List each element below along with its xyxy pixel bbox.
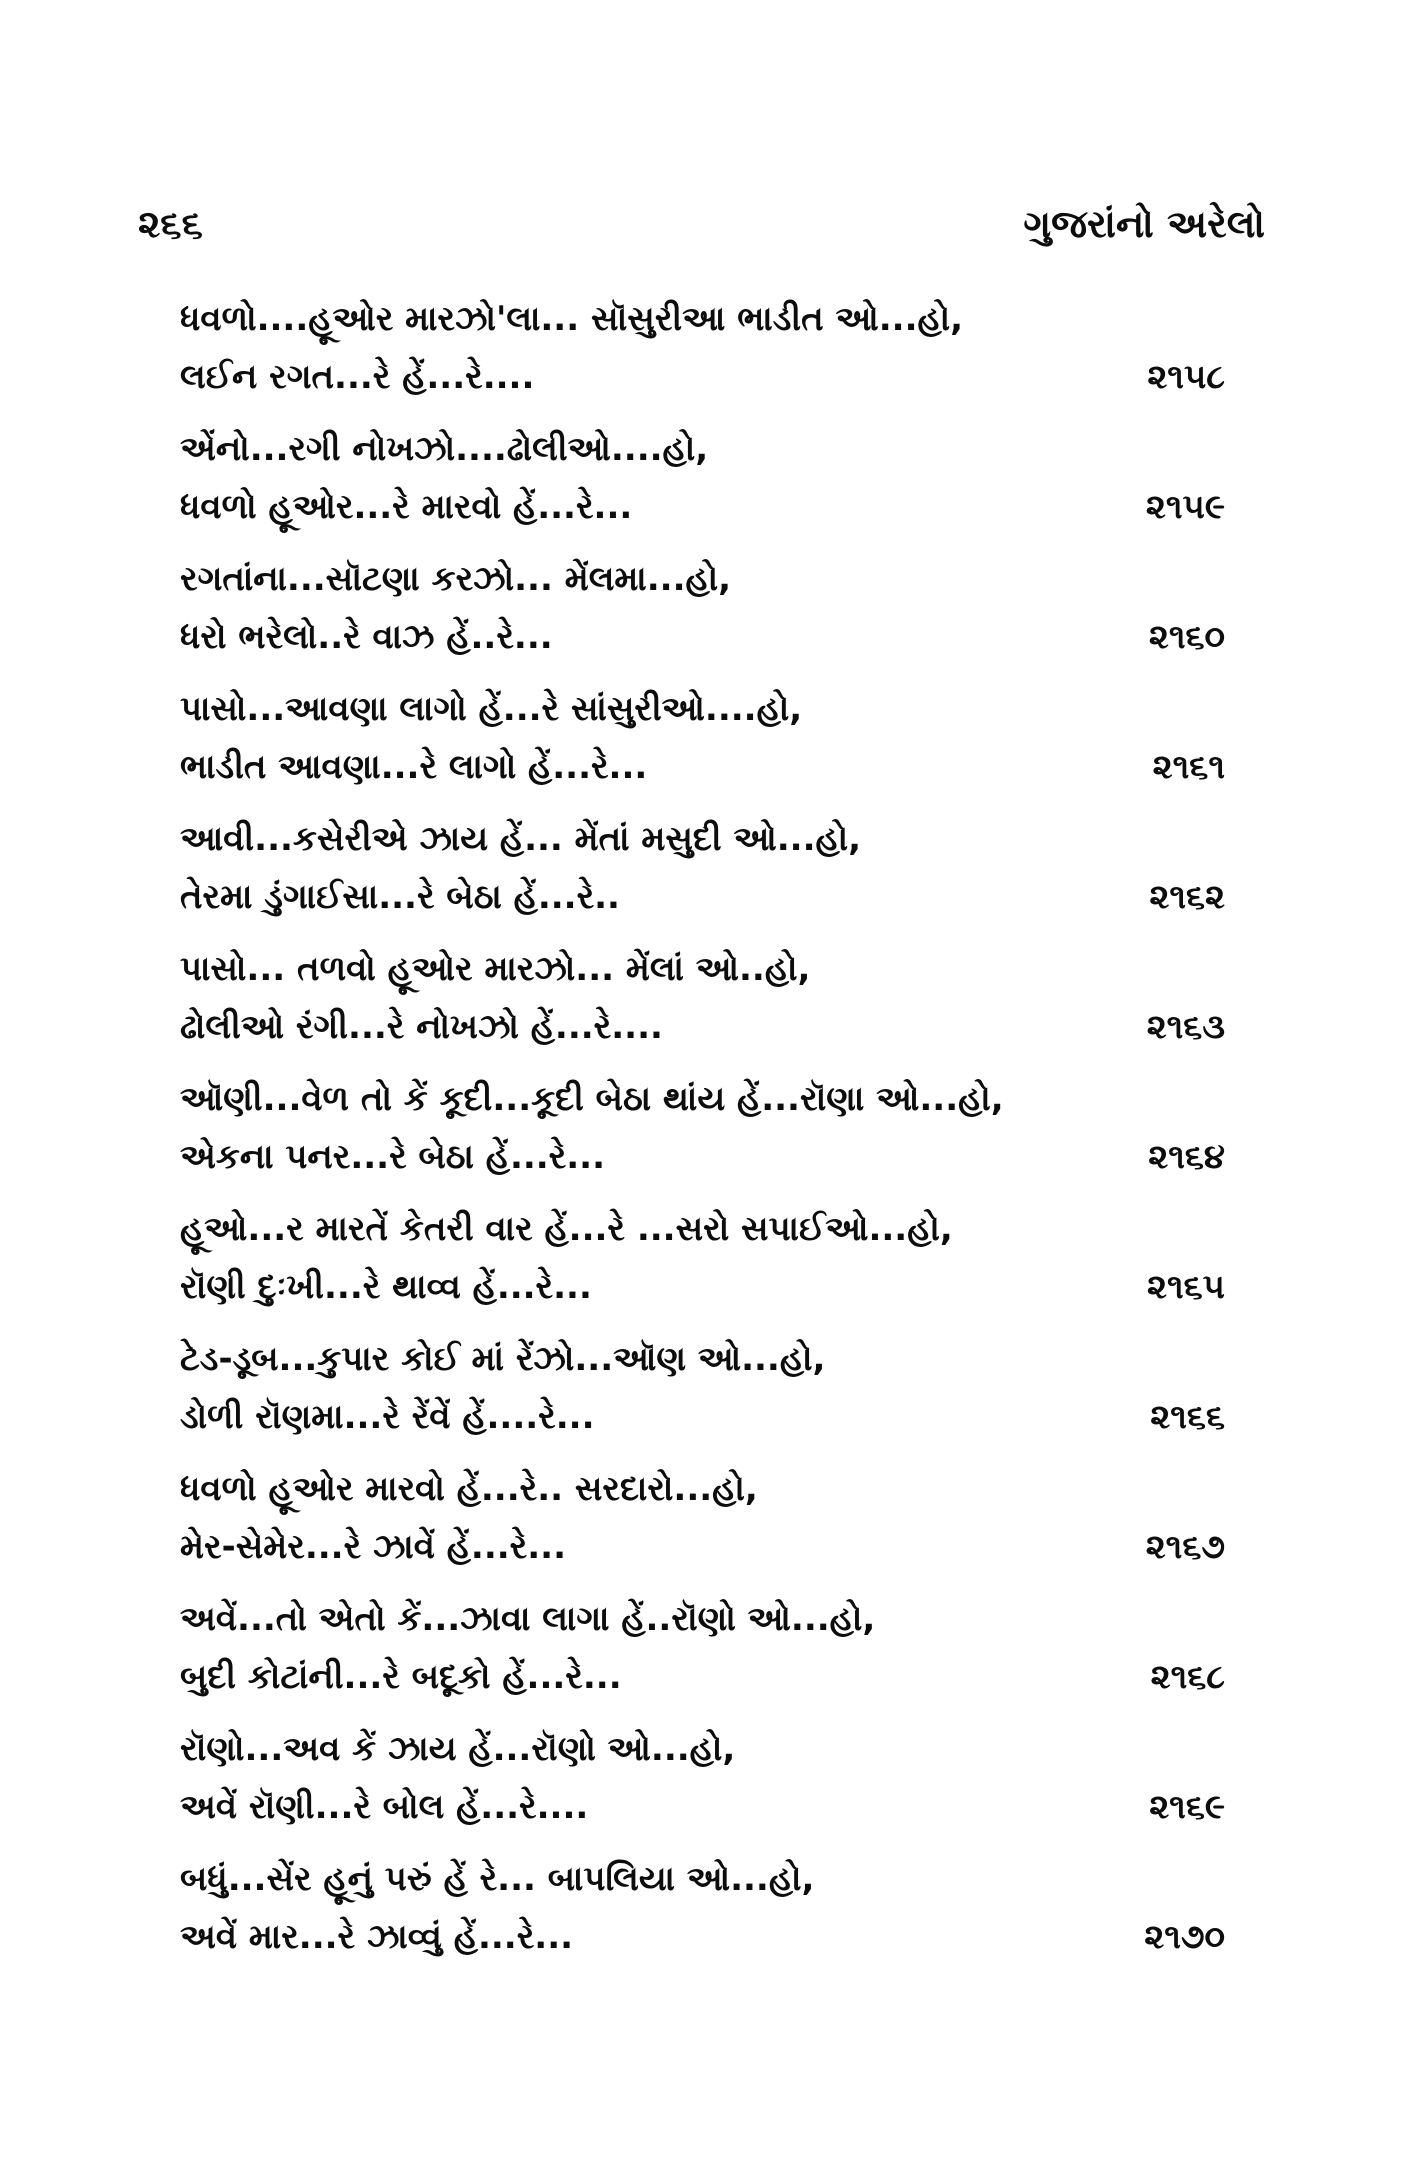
verse bbox=[180, 940, 1255, 1070]
verse bbox=[180, 1460, 1255, 1590]
verse-number: ૨૧૬૦ bbox=[1148, 617, 1225, 657]
verse-number: ૨૧૬૬ bbox=[1150, 1397, 1225, 1437]
verse-line-1: અવેં...તો એતો કેં...ઝાવા લાગા હેં..રૉણો ઓ...હો, bbox=[180, 1599, 876, 1639]
verse-number: ૨૧૬૭ bbox=[1145, 1527, 1225, 1567]
verse-line-2: અવેં રૉણી...રે બોલ હેં...રે.... bbox=[180, 1787, 589, 1827]
verse-number: ૨૧૬૨ bbox=[1149, 877, 1225, 917]
verse-number: ૨૧૫૮ bbox=[1147, 357, 1225, 397]
verse-line-1: આવી...કસેરીએ ઝાય હેં... મેંતાં મસુદી ઓ...હો, bbox=[180, 819, 862, 859]
verse bbox=[180, 1200, 1255, 1330]
verse bbox=[180, 290, 1255, 420]
verse-number: ૨૧૬૫ bbox=[1147, 1267, 1225, 1307]
verse bbox=[180, 420, 1255, 550]
verse-list bbox=[180, 290, 1255, 1980]
verse-number: ૨૧૬૮ bbox=[1150, 1657, 1225, 1697]
verse bbox=[180, 550, 1255, 680]
verse-line-1: ધવળો હૂઓર મારવો હેં...રે.. સરદારો...હો, bbox=[180, 1469, 758, 1509]
verse-line-1: પાસો...આવણા લાગો હેં...રે સાંસુરીઓ....હો, bbox=[180, 689, 803, 729]
verse-line-2: તેરમા ડુંગાઈસા...રે બેઠા હેં...રે.. bbox=[180, 877, 620, 917]
verse-line-2: અવેં માર...રે ઝાવ્વું હેં...રે... bbox=[180, 1917, 574, 1957]
verse-line-1: બધું...સેંર હૂનું પરું હેં રે... બાપલિયા ઓ...હો, bbox=[180, 1859, 815, 1899]
verse-line-2: ડોળી રૉણમા...રે રેંવેં હેં....રે... bbox=[180, 1397, 595, 1437]
verse-line-2: મેર-સેમેર...રે ઝાવેં હેં...રે... bbox=[180, 1527, 567, 1567]
verse bbox=[180, 680, 1255, 810]
verse-number: ૨૧૭૦ bbox=[1144, 1917, 1225, 1957]
verse-line-1: ઑણી...વેળ તો કેં કૂદી...કૂદી બેઠા થાંય હેં...રૉણા ઓ...હો, bbox=[180, 1079, 1004, 1119]
verse-number: ૨૧૬૪ bbox=[1148, 1137, 1225, 1177]
verse-line-1: પાસો... તળવો હૂઓર મારઝો... મેંલાં ઓ..હો, bbox=[180, 949, 811, 989]
verse bbox=[180, 1720, 1255, 1850]
verse-line-1: હૂઓ...ર મારતેં કેતરી વાર હેં...રે ...સરો સપાઈઓ...હો, bbox=[180, 1209, 953, 1249]
verse-line-1: ટેડ-ડૂબ...કુપાર કોઈ માં રેંઝો...ઑણ ઓ...હો, bbox=[180, 1339, 826, 1379]
verse bbox=[180, 1590, 1255, 1720]
verse-line-2: બુદી કોટાંની...રે બદૂકો હેં...રે... bbox=[180, 1657, 622, 1697]
verse-line-2: ધવળો હૂઓર...રે મારવો હેં...રે... bbox=[180, 487, 633, 527]
verse-line-2: એકના પનર...રે બેઠા હેં...રે... bbox=[180, 1137, 606, 1177]
verse bbox=[180, 1850, 1255, 1980]
verse-number: ૨૧૬૩ bbox=[1146, 1007, 1225, 1047]
verse-line-1: રૉણો...અવ કેં ઝાય હેં...રૉણો ઓ...હો, bbox=[180, 1729, 736, 1769]
verse-line-2: રૉણી દુઃખી...રે થાવ્વ હેં...રે... bbox=[180, 1267, 592, 1307]
verse-line-2: ઢોલીઓ રંગી...રે નોખઝો હેં...રે.... bbox=[180, 1007, 663, 1047]
page-number: ૨૬૬ bbox=[138, 202, 203, 246]
verse-line-2: ધરો ભરેલો..રે વાઝ હેં..રે... bbox=[180, 617, 553, 657]
verse-number: ૨૧૬૯ bbox=[1149, 1787, 1225, 1827]
verse-line-1: રગતાંના...સૉટણા કરઝો... મેંલમા...હો, bbox=[180, 559, 732, 599]
verse bbox=[180, 1330, 1255, 1460]
verse-number: ૨૧૫૯ bbox=[1145, 487, 1225, 527]
verse-line-1: ધવળો....હૂઓર મારઝો'લા... સૉસુરીઆ ભાડીત ઓ...હો, bbox=[180, 299, 964, 339]
verse-line-2: ભાડીત આવણા...રે લાગો હેં...રે... bbox=[180, 747, 648, 787]
verse-line-2: લઈન રગત...રે હેં...રે.... bbox=[180, 357, 535, 397]
verse bbox=[180, 1070, 1255, 1200]
verse bbox=[180, 810, 1255, 940]
verse-line-1: એંનો...રગી નોખઝો....ઢોલીઓ....હો, bbox=[180, 429, 709, 469]
verse-number: ૨૧૬૧ bbox=[1152, 747, 1225, 787]
running-title: ગુજરાંનો અરેલો bbox=[1023, 202, 1265, 246]
